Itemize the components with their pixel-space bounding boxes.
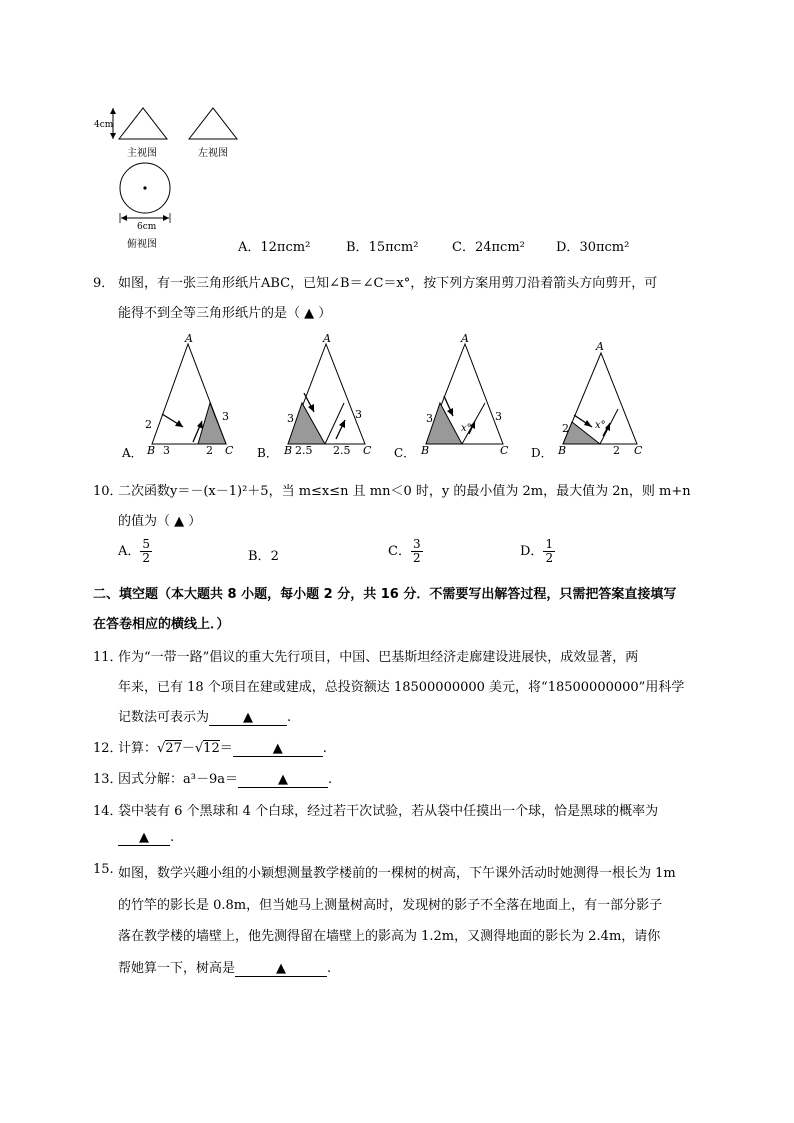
svg-text:2.5: 2.5 xyxy=(333,444,351,457)
svg-text:A: A xyxy=(185,332,193,345)
q15-line3: 落在教学楼的墙壁上，他先测得留在墙壁上的影高为 1.2m，又测得地面的影长为 2.4m，请你 xyxy=(118,929,661,944)
width-label: 6cm xyxy=(137,222,157,232)
q13-line: 因式分解：a³－9a＝ ▲ . xyxy=(118,772,333,787)
q11-line2: 年来，已有 18 个项目在建或建成，总投资额达 18500000000 美元，将“18500000000”用科学 xyxy=(118,680,685,695)
q8-option-a-text: 12πcm² xyxy=(260,240,311,255)
q9-figures xyxy=(115,330,655,465)
svg-text:x°: x° xyxy=(595,420,606,431)
q10-number: 10． xyxy=(93,484,123,499)
q11-line1: 作为“一带一路”倡议的重大先行项目，中国、巴基斯坦经济走廊建设进展快，成效显著，两 xyxy=(118,650,639,665)
svg-text:B: B xyxy=(284,444,293,457)
q10-option-b[interactable]: B．2 xyxy=(248,549,279,564)
svg-text:2: 2 xyxy=(562,422,569,435)
q9-option-b: B． xyxy=(257,446,278,460)
q9-stem-line1: 如图，有一张三角形纸片ABC，已知∠B＝∠C＝x°，按下列方案用剪刀沿着箭头方向剪开，可 xyxy=(118,276,658,291)
q14-number: 14． xyxy=(93,804,123,819)
q11-answer-blank[interactable]: ▲ xyxy=(209,711,287,726)
q9-figure-c xyxy=(394,332,509,460)
q9-figure-d xyxy=(531,340,643,460)
q9-option-d: D． xyxy=(531,446,553,460)
svg-text:3: 3 xyxy=(355,408,362,421)
svg-text:B: B xyxy=(558,444,567,457)
svg-text:3: 3 xyxy=(495,410,502,423)
sqrt-12: √12 xyxy=(194,741,220,756)
q8-option-a[interactable]: A．12πcm² xyxy=(238,240,311,255)
q9-figure-b xyxy=(257,332,372,460)
q12-line: 计算：√27－√12＝ ▲ . xyxy=(118,741,327,756)
sqrt-27: √27 xyxy=(157,741,182,756)
svg-text:A: A xyxy=(323,332,331,345)
q10-option-a[interactable]: A． $\frac{5}{2}$ xyxy=(118,537,151,565)
q13-number: 13． xyxy=(93,772,123,787)
q15-line2: 的竹竿的影长是 0.8m，但当她马上测量树高时，发现树的影子不全落在地面上，有一部分影子 xyxy=(118,898,663,913)
svg-text:A: A xyxy=(461,332,469,345)
section2-heading-line1: 二、填空题（本大题共 8 小题，每小题 2 分，共 16 分．不需要写出解答过程，只需把答案直接填写 xyxy=(93,587,677,602)
q12-number: 12． xyxy=(93,741,123,756)
q14-line1: 袋中装有 6 个黑球和 4 个白球，经过若干次试验，若从袋中任摸出一个球，恰是黑球的概率为 xyxy=(118,804,659,819)
svg-text:3: 3 xyxy=(163,444,170,457)
height-label: 4cm xyxy=(94,120,114,130)
svg-text:C: C xyxy=(634,444,643,457)
svg-text:C: C xyxy=(500,444,509,457)
section2-heading-line2: 在答卷相应的横线上．） xyxy=(93,617,230,632)
front-view-label: 主视图 xyxy=(127,148,157,159)
svg-text:x°: x° xyxy=(461,423,472,434)
q10-stem-line2: 的值为（ ▲ ） xyxy=(118,514,202,529)
svg-text:3: 3 xyxy=(287,412,294,425)
q10-stem-line1: 二次函数y＝－(x－1)²＋5，当 m≤x≤n 且 mn＜0 时，y 的最小值为 2m，最大值为 2n，则 m+n xyxy=(118,484,691,499)
front-view-triangle xyxy=(119,108,167,139)
q13-answer-blank[interactable]: ▲ xyxy=(238,773,328,788)
q8-option-d[interactable]: D．30πcm² xyxy=(556,240,630,255)
q9-stem-line2: 能得不到全等三角形纸片的是（ ▲ ） xyxy=(118,306,332,321)
svg-text:B: B xyxy=(421,444,430,457)
q15-line1: 如图，数学兴趣小组的小颖想测量教学楼前的一棵树的树高，下午课外活动时她测得一根长为 1m xyxy=(118,866,676,881)
side-view-triangle xyxy=(189,108,237,139)
q15-answer-blank[interactable]: ▲ xyxy=(235,962,327,977)
svg-text:2.5: 2.5 xyxy=(295,444,313,457)
q15-line4: 帮她算一下，树高是 ▲ . xyxy=(118,961,332,976)
svg-text:3: 3 xyxy=(222,410,229,423)
q12-answer-blank[interactable]: ▲ xyxy=(233,742,323,757)
q8-option-b-text: 15πcm² xyxy=(368,240,419,255)
q9-option-a: A． xyxy=(122,446,143,460)
svg-text:2: 2 xyxy=(145,418,152,431)
three-view-figure xyxy=(93,100,253,250)
q14-line2: ▲ . xyxy=(118,830,174,846)
q9-number: 9． xyxy=(93,276,115,291)
svg-text:B: B xyxy=(147,444,156,457)
q14-answer-blank[interactable]: ▲ xyxy=(118,831,170,846)
svg-text:2: 2 xyxy=(613,444,620,457)
q10-option-d[interactable]: D． $\frac{1}{2}$ xyxy=(520,537,554,565)
q15-number: 15. xyxy=(93,862,114,877)
q8-option-b[interactable]: B．15πcm² xyxy=(346,240,419,255)
q11-number: 11． xyxy=(93,650,123,665)
side-view-label: 左视图 xyxy=(198,148,228,159)
svg-text:A: A xyxy=(596,340,604,353)
q8-option-c[interactable]: C．24πcm² xyxy=(452,240,525,255)
top-view-label: 俯视图 xyxy=(127,239,157,250)
q10-option-c[interactable]: C． $\frac{3}{2}$ xyxy=(388,537,421,565)
svg-text:C: C xyxy=(225,444,234,457)
q8-option-c-text: 24πcm² xyxy=(474,240,525,255)
svg-text:2: 2 xyxy=(206,444,213,457)
q9-option-c: C． xyxy=(394,446,416,460)
q8-option-d-text: 30πcm² xyxy=(579,240,630,255)
q11-line3: 记数法可表示为 ▲ . xyxy=(118,710,292,725)
svg-text:3: 3 xyxy=(426,412,433,425)
q9-figure-a xyxy=(121,332,234,460)
svg-text:C: C xyxy=(363,444,372,457)
